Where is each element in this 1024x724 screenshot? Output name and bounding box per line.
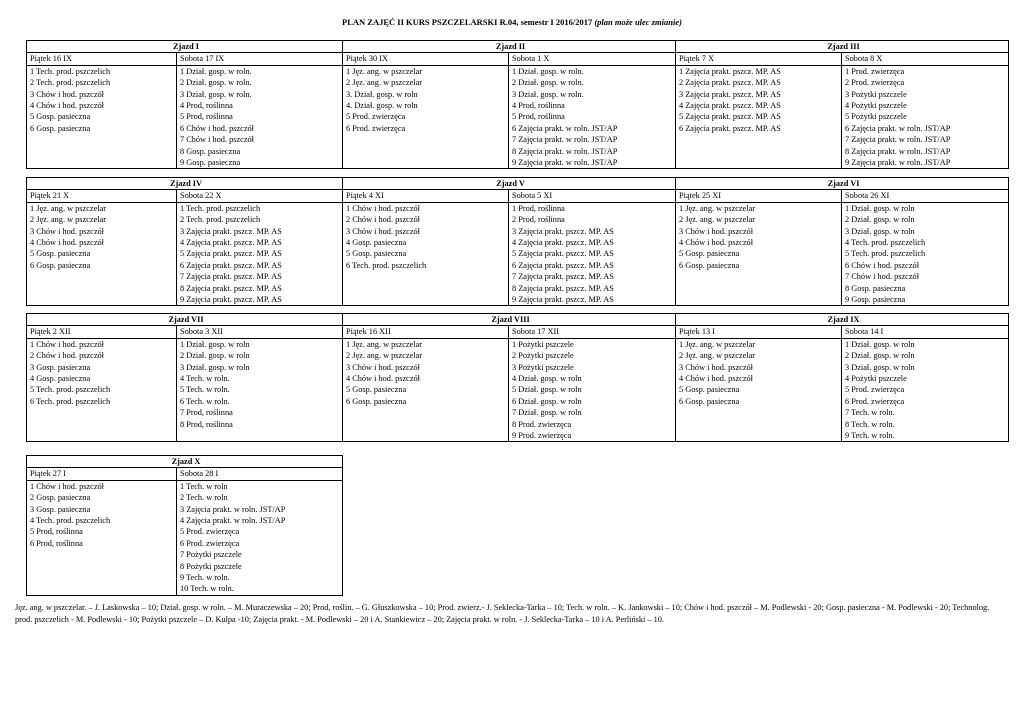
class-item: 1 Dział. gosp. w roln	[180, 339, 250, 349]
class-item: 1 Pożytki pszczele	[512, 339, 574, 349]
day-header: Piątek 25 XI	[676, 190, 842, 202]
day-cell	[842, 202, 1009, 306]
class-item: 8 Prod, roślinna	[180, 419, 233, 429]
class-item: 3 Chów i hod. pszczół	[30, 89, 104, 99]
day-cell	[27, 202, 177, 306]
day-cell	[177, 202, 343, 306]
class-item: 1 Chów i hod. pszczół	[30, 481, 104, 491]
class-item: 1 Prod. zwierzęca	[845, 66, 905, 76]
class-item: 5 Gosp. pasieczna	[679, 249, 740, 259]
class-item: 1 Jęz. ang. w pszczelar	[346, 66, 423, 76]
class-item: 5 Prod. zwierzęca	[180, 527, 240, 537]
class-item: 1 Zajęcia prakt. pszcz. MP. AS	[679, 66, 781, 76]
class-item: 4 Zajęcia prakt. pszcz. MP. AS	[180, 237, 282, 247]
class-item: 5 Zajęcia prakt. pszcz. MP. AS	[679, 112, 781, 122]
class-item: 9 Prod. zwierzęca	[512, 430, 572, 440]
class-item: 7 Chów i hod. pszczół	[845, 272, 920, 282]
class-item: 5 Gosp. pasieczna	[346, 385, 407, 395]
class-item: 6 Zajęcia prakt. pszcz. MP. AS	[512, 260, 614, 270]
class-item: 4 Chów i hod. pszczół	[346, 373, 420, 383]
class-item: 3 Dział. gosp. w roln	[180, 362, 250, 372]
class-item: 5 Tech. w roln.	[180, 385, 230, 395]
class-item: 9 Zajęcia prakt. pszcz. MP. AS	[512, 294, 614, 304]
zjazd-header: Zjazd II	[343, 41, 676, 53]
schedule-block-2	[26, 177, 1009, 306]
class-item: 4 Pożytki pszczele	[845, 373, 907, 383]
class-item: 2 Gosp. pasieczna	[30, 493, 91, 503]
day-cell	[676, 338, 842, 442]
class-item: 2 Jęz. ang. w pszczelar	[30, 215, 107, 225]
schedule-block-1	[26, 40, 1009, 169]
class-item: 5 Prod, roślinna	[180, 112, 233, 122]
class-item: 9 Zajęcia prakt. pszcz. MP. AS	[180, 294, 282, 304]
zjazd-header: Zjazd X	[27, 456, 343, 468]
class-item: 1 Tech. prod. pszczelich	[30, 66, 111, 76]
day-header: Sobota 5 XI	[509, 190, 676, 202]
class-item: 1 Chów i hod. pszczół	[30, 339, 104, 349]
day-header: Sobota 26 XI	[842, 190, 1009, 202]
title-main: PLAN ZAJĘĆ II KURS PSZCZELARSKI R.04, semestr I 2016/2017	[342, 17, 593, 27]
class-item: 4. Dział. gosp. w roln	[346, 100, 418, 110]
class-item: 3 Dział. gosp. w roln.	[180, 89, 252, 99]
class-item: 1 Dział. gosp. w roln.	[180, 66, 252, 76]
class-item: 3 Zajęcia prakt. pszcz. MP. AS	[180, 226, 282, 236]
class-item: 9 Zajęcia prakt. w roln. JST/AP	[512, 157, 618, 167]
title-note: (plan może ulec zmianie)	[594, 17, 682, 27]
schedule-block-4	[26, 455, 343, 596]
class-item: 5 Prod, roślinna	[512, 112, 565, 122]
class-item: 5 Zajęcia prakt. pszcz. MP. AS	[180, 249, 282, 259]
class-item: 4 Prod, roślinna	[512, 100, 565, 110]
class-item: 2 Jęz. ang. w pszczelar	[346, 351, 423, 361]
day-header: Sobota 22 X	[177, 190, 343, 202]
class-item: 5 Dział. gosp. w roln	[512, 385, 582, 395]
day-header: Piątek 4 XI	[343, 190, 509, 202]
class-item: 4 Prod, roślinna	[180, 100, 233, 110]
day-header: Piątek 7 X	[676, 53, 842, 65]
class-item: 3 Pożytki pszczele	[512, 362, 574, 372]
class-item: 6 Gosp. pasieczna	[679, 260, 740, 270]
class-item: 2 Pożytki pszczele	[512, 351, 574, 361]
day-cell	[509, 338, 676, 442]
class-item: 4 Dział. gosp. w roln	[512, 373, 582, 383]
class-item: 2 Zajęcia prakt. pszcz. MP. AS	[679, 78, 781, 88]
class-item: 4 Tech. prod. pszczelich	[845, 237, 926, 247]
class-item: 3 Chów i hod. pszczół	[346, 362, 420, 372]
class-item: 8 Zajęcia prakt. w roln. JST/AP	[512, 146, 618, 156]
class-item: 7 Pożytki pszczele	[180, 550, 242, 560]
class-item: 6 Zajęcia prakt. w roln. JST/AP	[512, 123, 618, 133]
class-item: 6 Zajęcia prakt. w roln. JST/AP	[845, 123, 951, 133]
class-item: 2 Jęz. ang. w pszczelar	[679, 215, 756, 225]
zjazd-header: Zjazd VII	[27, 314, 343, 326]
zjazd-header: Zjazd IX	[676, 314, 1009, 326]
class-item: 6 Tech. w roln.	[180, 396, 230, 406]
day-header: Piątek 16 XII	[343, 326, 509, 338]
day-cell	[509, 202, 676, 306]
class-item: 7 Chów i hod. pszczół	[180, 135, 254, 145]
class-item: 2 Dział. gosp. w roln.	[512, 78, 584, 88]
class-item: 5 Gosp. pasieczna	[30, 249, 91, 259]
class-item: 2 Jęz. ang. w pszczelar	[679, 351, 756, 361]
class-item: 2 Dział. gosp. w roln.	[180, 78, 252, 88]
class-item: 4 Chów i hod. pszczół	[679, 237, 754, 247]
day-header: Piątek 13 I	[676, 326, 842, 338]
class-item: 3 Chów i hod. pszczół	[679, 362, 753, 372]
day-cell	[27, 338, 177, 442]
class-item: 5 Gosp. pasieczna	[346, 249, 407, 259]
class-item: 2 Dział. gosp. w roln	[845, 215, 915, 225]
day-cell	[27, 65, 177, 169]
class-item: 10 Tech. w roln.	[180, 584, 234, 594]
day-cell	[343, 65, 509, 169]
class-item: 1 Jęz. ang. w pszczelar	[346, 339, 423, 349]
class-item: 6 Zajęcia prakt. pszcz. MP. AS	[180, 260, 282, 270]
class-item: 6 Prod, roślinna	[30, 538, 83, 548]
class-item: 6 Chów i hod. pszczół	[180, 123, 254, 133]
class-item: 3 Dział. gosp. w roln	[845, 362, 915, 372]
class-item: 6 Prod. zwierzęca	[845, 396, 905, 406]
day-cell	[177, 65, 343, 169]
footer-legend: Jęz. ang. w pszczelar. – J. Laskowska – 10; Dział. gosp. w roln. – M. Muraczewska – 20; Prod, roślin. – G. Głuszkowska – 10; Prod. zwierz.- J. Seklecka-Tarka – 10; Tech. w roln. – K. Jankowski – 10; Chów i hod. pszczół – M. Podlewski - 20; Gosp. pasieczna - M. Podlewski - 20; Technolog. prod. pszczelich - M. Podlewski - 10; Pożytki pszczele – D. Kulpa -10; Zajęcia prakt. - M. Podlewski – 20 i A. Stankiewicz – 20; Zajęcia prakt. w roln. - J. Seklecka-Tarka – 10 i A. Perliński – 10.	[15, 603, 990, 624]
day-header: Piątek 30 IX	[343, 53, 509, 65]
class-item: 9 Gosp. pasieczna	[845, 294, 906, 304]
class-item: 6 Tech. prod. pszczelich	[346, 260, 427, 270]
class-item: 3. Dział. gosp. w roln	[346, 89, 418, 99]
class-item: 2 Chów i hod. pszczół	[346, 215, 420, 225]
class-item: 8 Pożytki pszczele	[180, 561, 242, 571]
class-item: 3 Pożytki pszczele	[845, 89, 907, 99]
class-item: 1 Dział. gosp. w roln.	[512, 66, 584, 76]
day-cell	[343, 338, 509, 442]
day-header: Sobota 3 XII	[177, 326, 343, 338]
day-header: Sobota 1 X	[509, 53, 676, 65]
class-item: 4 Zajęcia prakt. pszcz. MP. AS	[679, 100, 781, 110]
class-item: 7 Zajęcia prakt. w roln. JST/AP	[512, 135, 618, 145]
class-item: 1 Tech. w roln	[180, 481, 228, 491]
class-item: 2 Dział. gosp. w roln	[180, 351, 250, 361]
zjazd-header: Zjazd VI	[676, 178, 1009, 190]
day-cell	[509, 65, 676, 169]
class-item: 1 Dział. gosp. w roln	[845, 203, 915, 213]
class-item: 7 Prod, roślinna	[180, 408, 233, 418]
class-item: 5 Tech. prod. pszczelich	[30, 385, 111, 395]
class-item: 8 Zajęcia prakt. pszcz. MP. AS	[180, 283, 282, 293]
class-item: 5 Zajęcia prakt. pszcz. MP. AS	[512, 249, 614, 259]
class-item: 5 Pożytki pszczele	[845, 112, 907, 122]
class-item: 1 Jęz. ang. w pszczelar	[30, 203, 107, 213]
class-item: 2 Dział. gosp. w roln	[845, 351, 915, 361]
class-item: 7 Zajęcia prakt. pszcz. MP. AS	[180, 272, 282, 282]
day-header: Piątek 27 I	[27, 468, 177, 480]
day-header: Sobota 17 IX	[177, 53, 343, 65]
class-item: 1 Tech. prod. pszczelich	[180, 203, 261, 213]
class-item: 4 Gosp. pasieczna	[30, 373, 91, 383]
class-item: 6 Dział. gosp. w roln	[512, 396, 582, 406]
class-item: 7 Zajęcia prakt. pszcz. MP. AS	[512, 272, 614, 282]
class-item: 6 Chów i hod. pszczół	[845, 260, 920, 270]
class-item: 4 Zajęcia prakt. pszcz. MP. AS	[512, 237, 614, 247]
class-item: 4 Tech. prod. pszczelich	[30, 515, 111, 525]
day-header: Sobota 28 I	[177, 468, 343, 480]
class-item: 6 Prod. zwierzęca	[346, 123, 406, 133]
class-item: 1 Prod, roślinna	[512, 203, 565, 213]
page-title	[0, 17, 1024, 27]
day-cell	[842, 65, 1009, 169]
class-item: 8 Gosp. pasieczna	[845, 283, 906, 293]
zjazd-header: Zjazd I	[27, 41, 343, 53]
class-item: 3 Zajęcia prakt. pszcz. MP. AS	[679, 89, 781, 99]
class-item: 7 Dział. gosp. w roln	[512, 408, 582, 418]
class-item: 4 Chów i hod. pszczół	[679, 373, 753, 383]
class-item: 9 Zajęcia prakt. w roln. JST/AP	[845, 157, 951, 167]
zjazd-header: Zjazd VIII	[343, 314, 676, 326]
class-item: 5 Tech. prod. pszczelich	[845, 249, 926, 259]
class-item: 5 Prod. zwierzęca	[845, 385, 905, 395]
class-item: 6 Gosp. pasieczna	[30, 123, 91, 133]
class-item: 7 Tech. w roln.	[845, 408, 895, 418]
class-item: 6 Tech. prod. pszczelich	[30, 396, 111, 406]
class-item: 6 Zajęcia prakt. pszcz. MP. AS	[679, 123, 781, 133]
class-item: 8 Zajęcia prakt. pszcz. MP. AS	[512, 283, 614, 293]
class-item: 5 Prod, roślinna	[30, 527, 83, 537]
class-item: 3 Zajęcia prakt. w roln. JST/AP	[180, 504, 286, 514]
class-item: 3 Dział. gosp. w roln.	[512, 89, 584, 99]
class-item: 1 Chów i hod. pszczół	[346, 203, 420, 213]
class-item: 3 Chów i hod. pszczół	[30, 226, 104, 236]
class-item: 6 Gosp. pasieczna	[346, 396, 407, 406]
class-item: 4 Zajęcia prakt. w roln. JST/AP	[180, 515, 286, 525]
schedule-block-3	[26, 313, 1009, 442]
class-item: 3 Dział. gosp. w roln	[845, 226, 915, 236]
day-header: Sobota 14 I	[842, 326, 1009, 338]
day-cell	[842, 338, 1009, 442]
zjazd-header: Zjazd IV	[27, 178, 343, 190]
zjazd-header: Zjazd V	[343, 178, 676, 190]
class-item: 6 Prod. zwierzęca	[180, 538, 240, 548]
class-item: 2 Tech. w roln	[180, 493, 228, 503]
day-header: Piątek 16 IX	[27, 53, 177, 65]
class-item: 9 Gosp. pasieczna	[180, 157, 241, 167]
class-item: 2 Tech. prod. pszczelich	[30, 78, 111, 88]
class-item: 5 Gosp. pasieczna	[679, 385, 740, 395]
class-item: 4 Tech. w roln.	[180, 373, 230, 383]
class-item: 2 Tech. prod. pszczelich	[180, 215, 261, 225]
class-item: 5 Prod. zwierzęca	[346, 112, 406, 122]
day-header: Piątek 2 XII	[27, 326, 177, 338]
class-item: 4 Gosp. pasieczna	[346, 237, 407, 247]
day-cell	[177, 338, 343, 442]
day-cell	[676, 65, 842, 169]
class-item: 5 Gosp. pasieczna	[30, 112, 91, 122]
class-item: 1 Jęz. ang. w pszczelar	[679, 203, 756, 213]
class-item: 2 Jęz. ang. w pszczelar	[346, 78, 423, 88]
class-item: 8 Zajęcia prakt. w roln. JST/AP	[845, 146, 951, 156]
class-item: 3 Chów i hod. pszczół	[679, 226, 754, 236]
day-cell	[177, 480, 343, 595]
day-header: Sobota 17 XII	[509, 326, 676, 338]
day-cell	[343, 202, 509, 306]
class-item: 6 Gosp. pasieczna	[679, 396, 740, 406]
class-item: 3 Gosp. pasieczna	[30, 504, 91, 514]
class-item: 4 Chów i hod. pszczół	[30, 237, 104, 247]
day-header: Piątek 21 X	[27, 190, 177, 202]
class-item: 2 Chów i hod. pszczół	[30, 351, 104, 361]
class-item: 3 Gosp. pasieczna	[30, 362, 91, 372]
class-item: 3 Chów i hod. pszczół	[346, 226, 420, 236]
class-item: 8 Tech. w roln.	[845, 419, 895, 429]
class-item: 9 Tech. w roln.	[845, 430, 895, 440]
class-item: 7 Zajęcia prakt. w roln. JST/AP	[845, 135, 951, 145]
class-item: 8 Prod. zwierzęca	[512, 419, 572, 429]
class-item: 6 Gosp. pasieczna	[30, 260, 91, 270]
day-cell	[676, 202, 842, 306]
day-header: Sobota 8 X	[842, 53, 1009, 65]
class-item: 3 Zajęcia prakt. pszcz. MP. AS	[512, 226, 614, 236]
class-item: 8 Gosp. pasieczna	[180, 146, 241, 156]
zjazd-header: Zjazd III	[676, 41, 1009, 53]
class-item: 1 Dział. gosp. w roln	[845, 339, 915, 349]
day-cell	[27, 480, 177, 595]
class-item: 1 Jęz. ang. w pszczelar	[679, 339, 756, 349]
class-item: 2 Prod. zwierzęca	[845, 78, 905, 88]
class-item: 9 Tech. w roln.	[180, 572, 230, 582]
class-item: 4 Pożytki pszczele	[845, 100, 907, 110]
class-item: 2 Prod, roślinna	[512, 215, 565, 225]
class-item: 4 Chów i hod. pszczół	[30, 100, 104, 110]
